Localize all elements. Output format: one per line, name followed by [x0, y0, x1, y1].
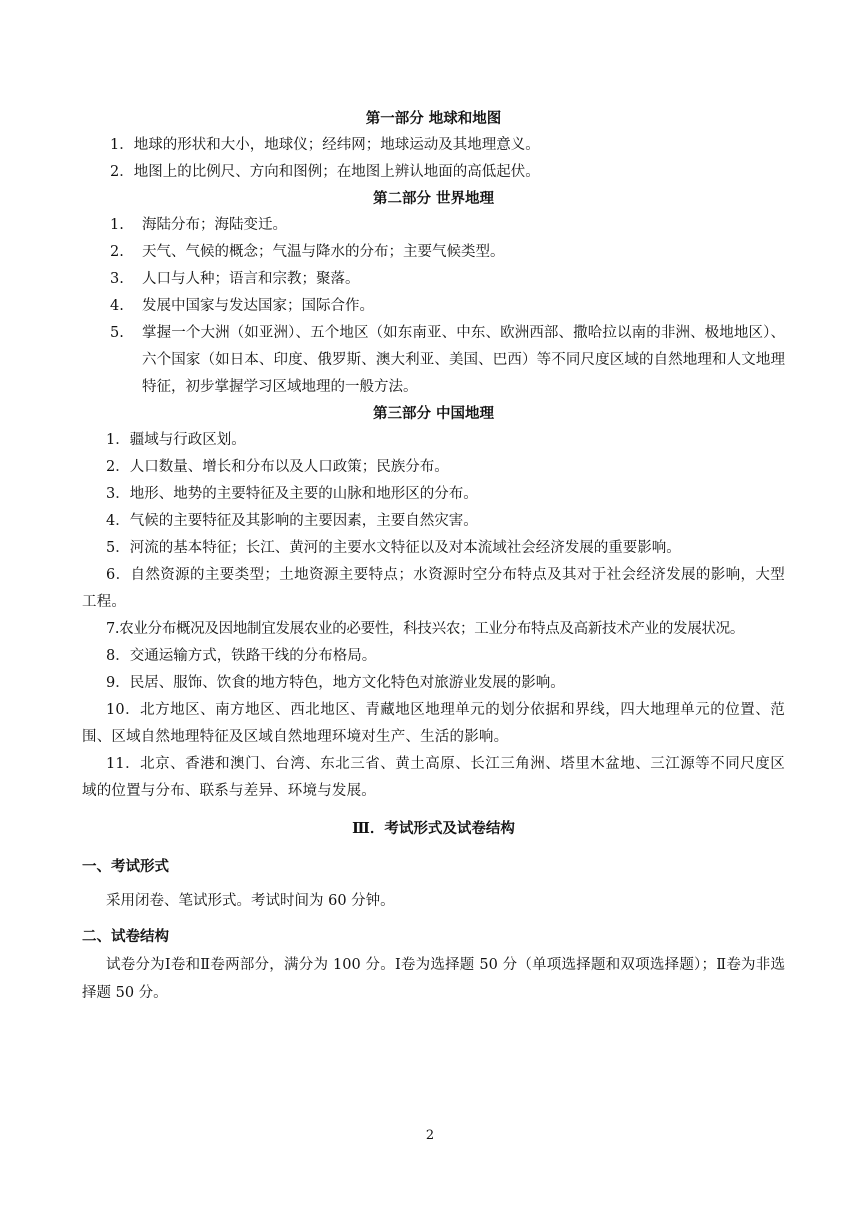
exam-structure-heading: 二、试卷结构 — [82, 928, 169, 945]
document-page — [82, 106, 785, 1007]
part3-item-3: 3．地形、地势的主要特征及主要的山脉和地形区的分布。 — [106, 486, 478, 502]
part2-item-1 — [82, 212, 785, 239]
part1-section — [82, 106, 785, 186]
item-number: 3. — [110, 271, 124, 287]
part2-item-3 — [82, 266, 785, 293]
item-text: 人口与人种；语言和宗教；聚落。 — [142, 271, 360, 287]
exam-section-title: Ⅲ．考试形式及试卷结构 — [352, 820, 515, 837]
part3-item-10: 10．北方地区、南方地区、西北地区、青藏地区地理单元的划分依据和界线，四大地理单元的位置、范围、区域自然地理特征及区域自然地理环境对生产、生活的影响。 — [82, 702, 785, 745]
exam-form-text: 采用闭卷、笔试形式。考试时间为 60 分钟。 — [106, 893, 395, 909]
item-number: 2. — [110, 244, 124, 260]
part3-item-8: 8．交通运输方式，铁路干线的分布格局。 — [106, 648, 377, 664]
part1-item-1: 1．地球的形状和大小，地球仪；经纬网；地球运动及其地理意义。 — [110, 137, 540, 153]
item-number: 5. — [110, 325, 124, 341]
part3-item-1: 1．疆域与行政区划。 — [106, 432, 246, 448]
item-number: 1. — [110, 217, 124, 233]
exam-form-heading: 一、考试形式 — [82, 858, 169, 875]
part2-title: 第二部分 世界地理 — [372, 190, 495, 207]
item-text: 掌握一个大洲（如亚洲）、五个地区（如东南亚、中东、欧洲西部、撒哈拉以南的非洲、极地地区）、六个国家（如日本、印度、俄罗斯、澳大利亚、美国、巴西）等不同尺度区域的自然地理和人文地理特征，初步掌握学习区域地理的一般方法。 — [142, 325, 785, 395]
part3-item-9: 9．民居、服饰、饮食的地方特色，地方文化特色对旅游业发展的影响。 — [106, 675, 565, 691]
item-number: 4. — [110, 298, 124, 314]
part3-title: 第三部分 中国地理 — [372, 405, 495, 422]
part3-item-11: 11．北京、香港和澳门、台湾、东北三省、黄土高原、长江三角洲、塔里木盆地、三江源等不同尺度区域的位置与分布、联系与差异、环境与发展。 — [82, 756, 785, 799]
part3-section — [82, 401, 785, 805]
part1-title: 第一部分 地球和地图 — [365, 110, 502, 127]
part3-item-6: 6．自然资源的主要类型；土地资源主要特点；水资源时空分布特点及其对于社会经济发展的影响，大型工程。 — [82, 567, 785, 610]
item-text: 海陆分布；海陆变迁。 — [142, 217, 287, 233]
part2-item-2 — [82, 239, 785, 266]
part3-item-5: 5．河流的基本特征；长江、黄河的主要水文特征以及对本流域社会经济发展的重要影响。 — [106, 540, 681, 556]
page-number: 2 — [425, 1128, 435, 1143]
exam-structure-text: 试卷分为Ⅰ卷和Ⅱ卷两部分，满分为 100 分。Ⅰ卷为选择题 50 分（单项选择题和双项选择题）；Ⅱ卷为非选择题 50 分。 — [82, 957, 785, 1001]
part2-section — [82, 186, 785, 401]
part2-item-4 — [82, 293, 785, 320]
item-text: 发展中国家与发达国家；国际合作。 — [142, 298, 374, 314]
part3-item-2: 2．人口数量、增长和分布以及人口政策；民族分布。 — [106, 459, 449, 475]
part1-item-2: 2．地图上的比例尺、方向和图例；在地图上辨认地面的高低起伏。 — [110, 164, 540, 180]
part2-item-5 — [82, 320, 785, 401]
part3-item-4: 4．气候的主要特征及其影响的主要因素，主要自然灾害。 — [106, 513, 478, 529]
part3-item-7: 7.农业分布概况及因地制宜发展农业的必要性，科技兴农；工业分布特点及高新技术产业的发展状况。 — [106, 621, 745, 637]
item-text: 天气、气候的概念；气温与降水的分布；主要气候类型。 — [142, 244, 505, 260]
